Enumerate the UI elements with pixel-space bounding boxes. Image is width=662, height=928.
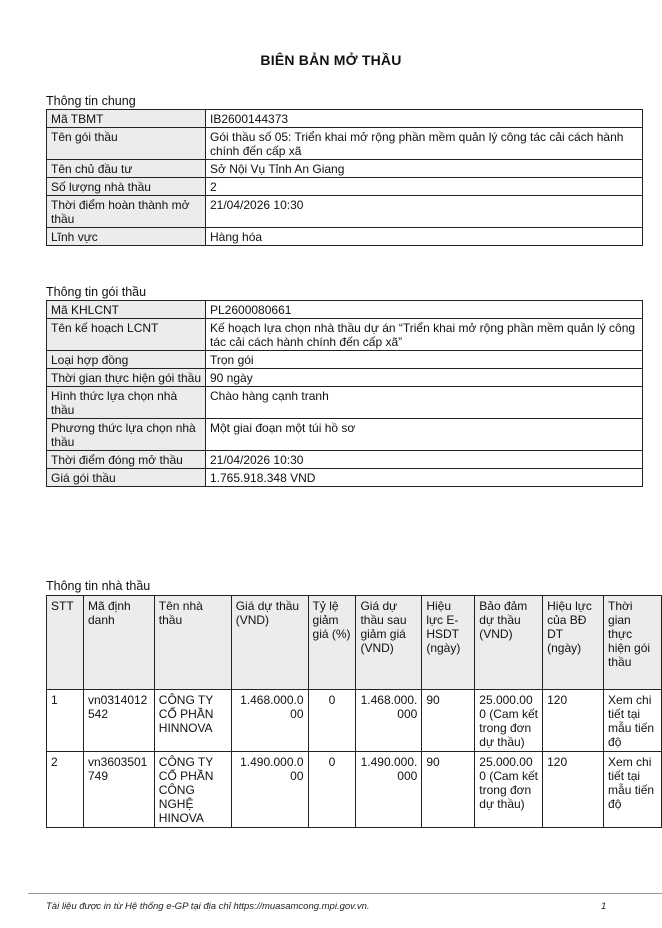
cell-guarantee-validity: 120 bbox=[543, 690, 604, 752]
table-row bbox=[47, 351, 643, 369]
column-header-duration: Thời gian thực hiện gói thầu bbox=[604, 596, 662, 690]
cell-price-after: 1.490.000.000 bbox=[356, 752, 422, 828]
table-row bbox=[47, 196, 643, 228]
column-header-discount: Tỷ lệ giảm giá (%) bbox=[308, 596, 356, 690]
field-label: Tên chủ đầu tư bbox=[47, 160, 206, 178]
cell-validity: 90 bbox=[422, 752, 475, 828]
table-row bbox=[47, 228, 643, 246]
field-value: Gói thầu số 05: Triển khai mở rộng phần mềm quản lý công tác cải cách hành chính đến cấp xã bbox=[206, 128, 643, 160]
field-label: Loại hợp đồng bbox=[47, 351, 206, 369]
field-value: PL2600080661 bbox=[206, 301, 643, 319]
field-label: Mã KHLCNT bbox=[47, 301, 206, 319]
field-label: Phương thức lựa chọn nhà thầu bbox=[47, 419, 206, 451]
cell-name: CÔNG TY CỔ PHẦN HINNOVA bbox=[154, 690, 231, 752]
table-row bbox=[47, 110, 643, 128]
table-row bbox=[47, 419, 643, 451]
table-row bbox=[47, 451, 643, 469]
column-header-stt: STT bbox=[47, 596, 84, 690]
field-label: Thời gian thực hiện gói thầu bbox=[47, 369, 206, 387]
field-value: IB2600144373 bbox=[206, 110, 643, 128]
field-value: Kế hoạch lựa chọn nhà thầu dự án “Triển khai mở rộng phần mềm quản lý công tác cải cách hành chính đến cấp xã” bbox=[206, 319, 643, 351]
table-row bbox=[47, 128, 643, 160]
footer-divider bbox=[28, 893, 662, 894]
table-row bbox=[47, 160, 643, 178]
cell-id: vn0314012542 bbox=[83, 690, 154, 752]
field-value: Hàng hóa bbox=[206, 228, 643, 246]
section-title-package: Thông tin gói thầu bbox=[46, 285, 147, 299]
field-label: Số lượng nhà thầu bbox=[47, 178, 206, 196]
field-label: Mã TBMT bbox=[47, 110, 206, 128]
table-row bbox=[47, 319, 643, 351]
field-value: 1.765.918.348 VND bbox=[206, 469, 643, 487]
field-value: Sở Nội Vụ Tỉnh An Giang bbox=[206, 160, 643, 178]
cell-price: 1.490.000.000 bbox=[231, 752, 308, 828]
column-header-guarantee: Bảo đảm dự thầu (VND) bbox=[475, 596, 543, 690]
field-label: Thời điểm hoàn thành mở thầu bbox=[47, 196, 206, 228]
field-label: Lĩnh vực bbox=[47, 228, 206, 246]
cell-discount: 0 bbox=[308, 690, 356, 752]
field-label: Hình thức lựa chọn nhà thầu bbox=[47, 387, 206, 419]
column-header-guarantee-validity: Hiệu lực của BĐ DT (ngày) bbox=[543, 596, 604, 690]
table-row bbox=[47, 369, 643, 387]
table-row bbox=[47, 690, 662, 752]
package-info-table bbox=[46, 300, 643, 487]
section-title-bidders: Thông tin nhà thầu bbox=[46, 579, 151, 593]
cell-duration: Xem chi tiết tại mẫu tiến độ bbox=[604, 752, 662, 828]
cell-discount: 0 bbox=[308, 752, 356, 828]
cell-guarantee: 25.000.000 (Cam kết trong đơn dự thầu) bbox=[475, 690, 543, 752]
table-row bbox=[47, 469, 643, 487]
cell-price-after: 1.468.000.000 bbox=[356, 690, 422, 752]
table-row bbox=[47, 752, 662, 828]
table-row bbox=[47, 178, 643, 196]
field-value: 90 ngày bbox=[206, 369, 643, 387]
field-value: 21/04/2026 10:30 bbox=[206, 451, 643, 469]
column-header-price-after: Giá dự thầu sau giảm giá (VND) bbox=[356, 596, 422, 690]
cell-guarantee-validity: 120 bbox=[543, 752, 604, 828]
document-title: BIÊN BẢN MỞ THẦU bbox=[260, 52, 402, 68]
column-header-validity: Hiệu lực E-HSDT (ngày) bbox=[422, 596, 475, 690]
cell-stt: 2 bbox=[47, 752, 84, 828]
bidders-table bbox=[46, 595, 662, 828]
field-label: Thời điểm đóng mở thầu bbox=[47, 451, 206, 469]
cell-guarantee: 25.000.000 (Cam kết trong đơn dự thầu) bbox=[475, 752, 543, 828]
table-header-row bbox=[47, 596, 662, 690]
field-value: 2 bbox=[206, 178, 643, 196]
table-row bbox=[47, 387, 643, 419]
field-value: Chào hàng cạnh tranh bbox=[206, 387, 643, 419]
general-info-table bbox=[46, 109, 643, 246]
column-header-id: Mã định danh bbox=[83, 596, 154, 690]
field-value: Trọn gói bbox=[206, 351, 643, 369]
cell-validity: 90 bbox=[422, 690, 475, 752]
cell-duration: Xem chi tiết tại mẫu tiến độ bbox=[604, 690, 662, 752]
field-label: Tên gói thầu bbox=[47, 128, 206, 160]
cell-price: 1.468.000.000 bbox=[231, 690, 308, 752]
table-row bbox=[47, 301, 643, 319]
column-header-name: Tên nhà thầu bbox=[154, 596, 231, 690]
cell-stt: 1 bbox=[47, 690, 84, 752]
cell-id: vn3603501749 bbox=[83, 752, 154, 828]
cell-name: CÔNG TY CỔ PHẦN CÔNG NGHỆ HINOVA bbox=[154, 752, 231, 828]
field-label: Giá gói thầu bbox=[47, 469, 206, 487]
field-value: Một giai đoạn một túi hồ sơ bbox=[206, 419, 643, 451]
footer-source-note: Tài liệu được in từ Hệ thống e-GP tại địa chỉ https://muasamcong.mpi.gov.vn. bbox=[46, 901, 370, 912]
section-title-general: Thông tin chung bbox=[46, 94, 136, 108]
page-number: 1 bbox=[601, 901, 607, 912]
column-header-price: Giá dự thầu (VND) bbox=[231, 596, 308, 690]
field-value: 21/04/2026 10:30 bbox=[206, 196, 643, 228]
field-label: Tên kế hoạch LCNT bbox=[47, 319, 206, 351]
